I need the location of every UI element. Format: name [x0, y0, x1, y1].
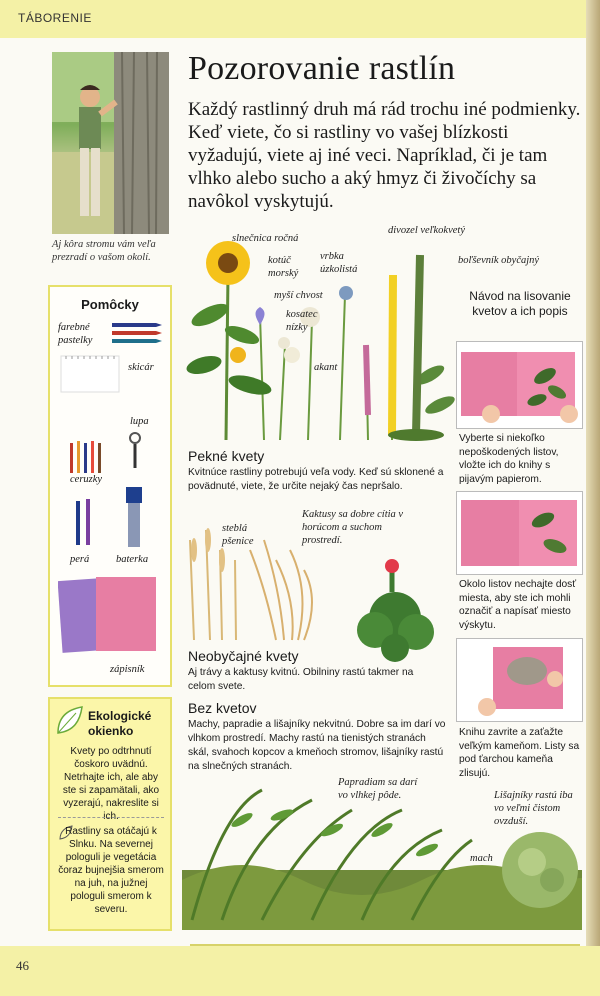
pencils-icon [68, 439, 104, 473]
press-photo-3 [456, 638, 583, 722]
press-photo-1 [456, 341, 583, 429]
eco-text-2: Rastliny sa otáčajú k Slnku. Na severnej pologuli je vegetácia čoraz bujnejšia smerom na juh, na južnej pologuli smerom k severu. [58, 826, 164, 915]
heading-bez-kvetov: Bez kvetov [188, 700, 257, 716]
text-neobycajne-kvety: Aj trávy a kaktusy kvitnú. Obilniny rastú takmer na celom svete. [188, 667, 414, 692]
magnifier-icon [128, 431, 142, 471]
page-title: Pozorovanie rastlín [188, 50, 456, 87]
label-kosatec: kosatec nízky [286, 309, 318, 333]
text-pekne-kvety: Kvitnúce rastliny potrebujú veľa vody. Keď sú sklonené a povädnuté, viete, že určite nejaký čas nepršalo. [188, 467, 444, 492]
tool-label-skicar: skicár [128, 362, 154, 373]
tool-label-zapisnik: zápisník [110, 664, 145, 675]
tool-label-pera: perá [70, 554, 90, 565]
section-label: TÁBORENIE [18, 11, 92, 25]
press-title: Návod na lisovanie kvetov a ich popis [469, 289, 571, 318]
tool-label-lupa: lupa [130, 416, 149, 427]
tool-label-baterka: baterka [116, 554, 149, 565]
sketchpad-icon [60, 355, 120, 393]
page-number: 46 [16, 958, 29, 973]
press-photo-2 [456, 491, 583, 575]
crayons-icon [112, 321, 164, 347]
press-step-1: Vyberte si niekoľko nepoškodených listov, vložte ich do knihy s pijavým papierom. [459, 433, 559, 485]
tree-photo [52, 52, 169, 234]
label-kotuc: kotúč morský [268, 255, 299, 279]
label-lisajniky: Lišajníky rastú iba vo veľmi čistom ovzduší. [494, 790, 573, 827]
text-bez-kvetov: Machy, papradie a lišajníky nekvitnú. Dobre sa im darí vo vlhkom prostredí. Machy rastú na tienistých stranách skál, svahoch kopcov a kmeňoch stromov, lišajníky rastú na slnečných stranách. [188, 719, 446, 772]
label-mach: mach [470, 853, 493, 864]
label-papradie: Papradiam sa darí vo vlhkej pôde. [338, 777, 418, 801]
flowers-illustration [180, 235, 455, 445]
eco-divider [58, 817, 164, 818]
bottom-band [0, 946, 600, 996]
heading-neobycajne-kvety: Neobyčajné kvety [188, 648, 299, 664]
label-akant: akant [314, 362, 338, 373]
press-step-3: Knihu zavrite a zaťažte veľkým kameňom. Listy sa pod ťarchou kameňa zlisujú. [459, 727, 580, 779]
tools-box [48, 285, 172, 687]
label-vrbka: vrbka úzkolistá [320, 251, 358, 275]
eco-title: Ekologické okienko [88, 709, 152, 738]
label-mysi: myší chvost [274, 290, 323, 301]
label-slnecnica: slnečnica ročná [232, 233, 299, 244]
label-bolsevnik: boľševník obyčajný [458, 255, 540, 266]
press-step-2: Okolo listov nechajte dosť miesta, aby ste ich mohli označiť a napísať miesto výskytu. [459, 579, 577, 631]
leaf-icon [54, 705, 84, 737]
tool-label-pastelky: farebné pastelky [58, 322, 93, 346]
photo-caption: Aj kôra stromu vám veľa prezradí o vašom okolí. [52, 239, 156, 263]
tools-title: Pomôcky [81, 297, 139, 312]
tool-label-ceruzky: ceruzky [70, 474, 103, 485]
label-steblo: steblá pšenice [222, 523, 254, 547]
eco-text-1: Kvety po odtrhnutí čoskoro uvädnú. Netrhajte ich, ale aby ste si zapamätali, ako vyzerajú, nakreslite si ich. [62, 746, 160, 822]
label-divozel: divozel veľkokvetý [388, 225, 465, 236]
pens-icon [74, 499, 94, 549]
intro-text: Každý rastlinný druh má rád trochu iné podmienky. Keď viete, čo si rastliny vo vašej blízkosti vyžadujú, viete aj iné veci. Napríklad, či je tam vlhko alebo sucho a aký hmyz či živočíchy sa navôkol vyskytujú. [188, 99, 581, 212]
label-kaktus: Kaktusy sa dobre cítia v horúcom a suchom prostredí. [302, 509, 404, 546]
notebook-icon [58, 573, 162, 657]
eco-box [48, 697, 172, 931]
book-spine [586, 0, 600, 996]
flashlight-icon [124, 487, 144, 549]
heading-pekne-kvety: Pekné kvety [188, 448, 265, 464]
